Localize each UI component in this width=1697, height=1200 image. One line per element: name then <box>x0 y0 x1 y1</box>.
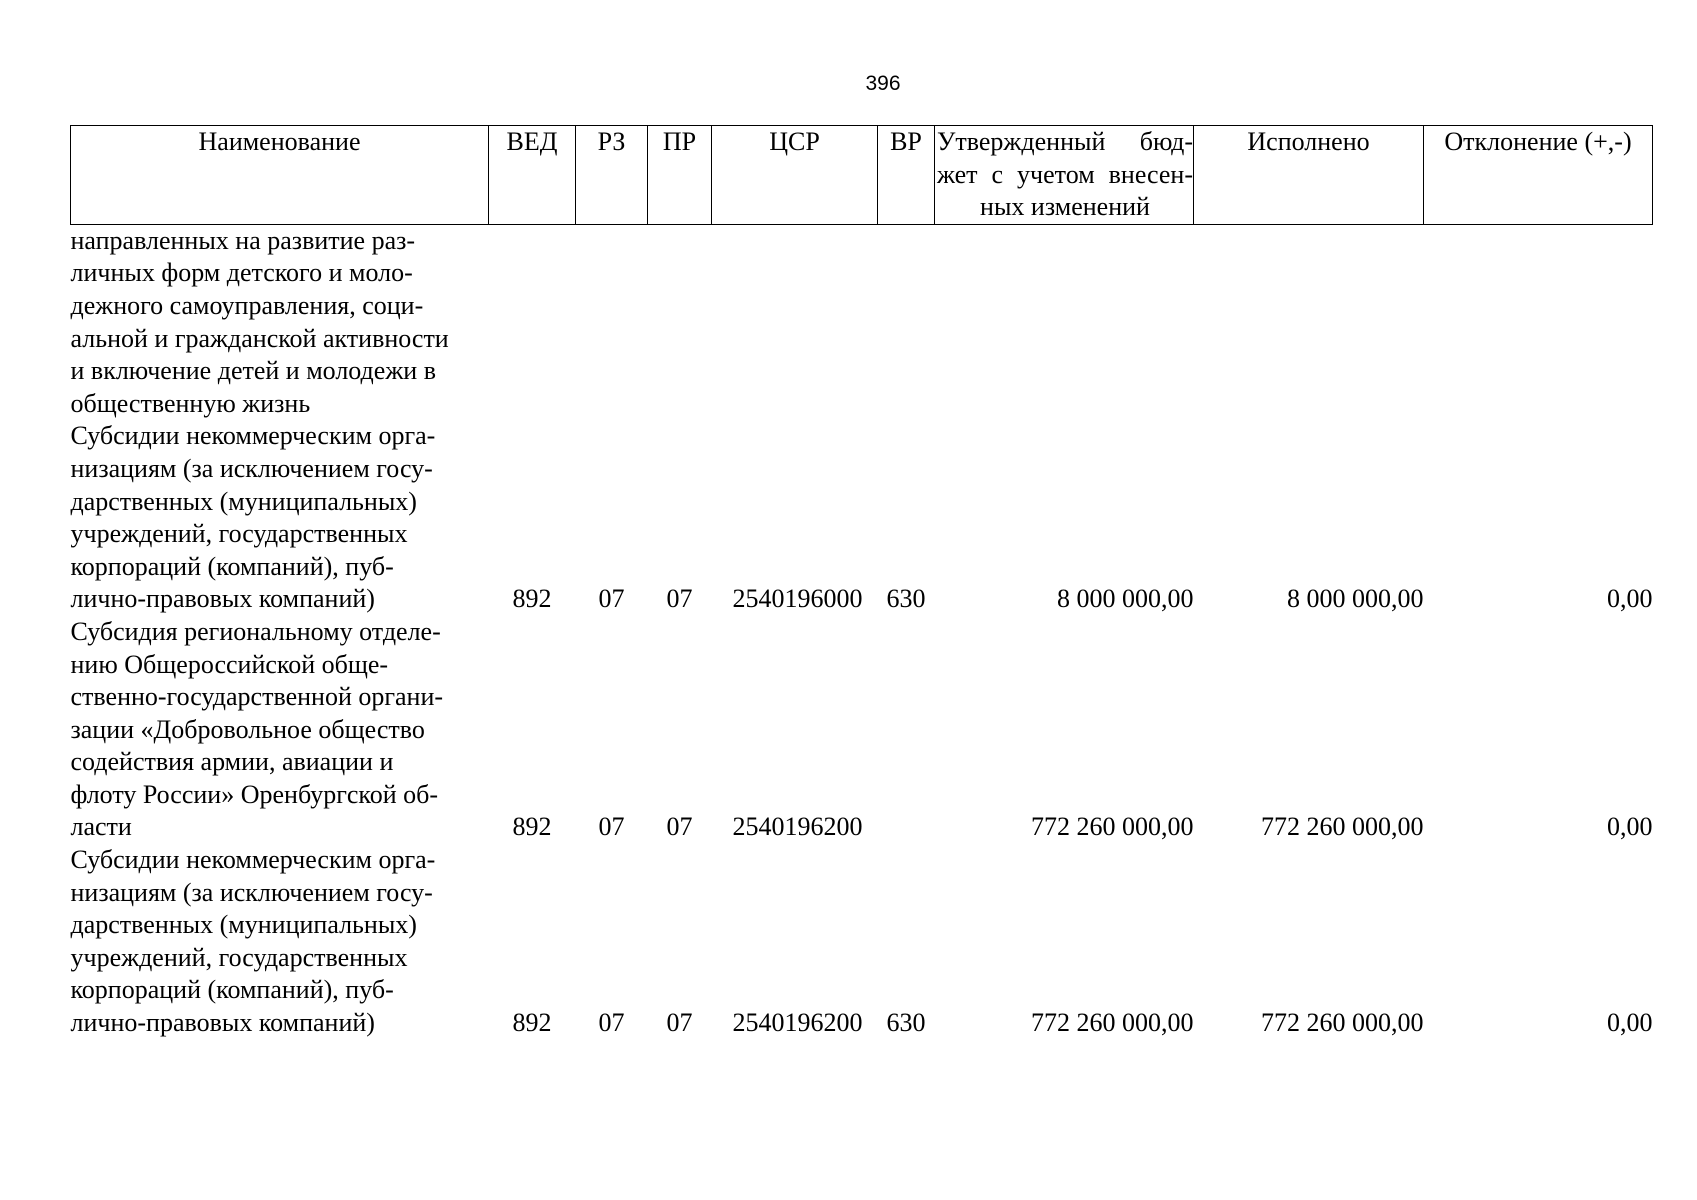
cell-pr: 07 <box>666 812 693 842</box>
cell-name <box>71 844 489 1040</box>
cell-approved <box>935 224 1194 420</box>
cell-name-line: дарственных (муниципальных) <box>70 910 417 940</box>
cell-csr <box>712 224 878 420</box>
cell-rz <box>576 224 648 420</box>
cell-name-line: лично-правовых компаний) <box>70 1008 375 1038</box>
cell-name-line: корпораций (компаний), пуб- <box>70 975 394 1005</box>
cell-ved: 892 <box>512 1008 552 1038</box>
cell-vr <box>878 616 935 844</box>
header-row <box>71 126 1653 225</box>
table-header <box>71 126 1653 225</box>
cell-name-line: личных форм детского и моло- <box>70 258 413 288</box>
header-vr: ВР <box>878 126 935 225</box>
cell-pr <box>648 224 712 420</box>
header-pr: ПР <box>648 126 712 225</box>
cell-ved <box>489 224 576 420</box>
cell-name-line: Субсидии некоммерческим орга- <box>70 845 436 875</box>
cell-name-line: дарственных (муниципальных) <box>70 486 417 516</box>
cell-csr: 2540196200 <box>732 812 863 842</box>
cell-vr: 630 <box>886 1008 926 1038</box>
cell-deviation <box>1424 224 1653 420</box>
cell-name <box>71 420 489 616</box>
cell-deviation: 0,00 <box>1607 1008 1653 1038</box>
cell-name-line: учреждений, государственных <box>70 942 408 972</box>
cell-pr: 07 <box>666 1008 693 1038</box>
cell-executed: 8 000 000,00 <box>1287 584 1424 614</box>
table-row <box>71 616 1653 844</box>
cell-name-line: низациям (за исключением госу- <box>70 453 433 483</box>
header-executed: Исполнено <box>1194 126 1424 225</box>
cell-name-line: корпораций (компаний), пуб- <box>70 551 394 581</box>
header-rz: РЗ <box>576 126 648 225</box>
cell-executed: 772 260 000,00 <box>1261 1008 1424 1038</box>
cell-approved: 8 000 000,00 <box>1057 584 1194 614</box>
cell-name-line: ласти <box>70 812 132 842</box>
cell-name-line: содействия армии, авиации и <box>70 747 394 777</box>
cell-name-line: альной и гражданской активности <box>70 323 449 353</box>
cell-name-line: дежного самоуправления, соци- <box>70 290 424 320</box>
header-approved-line: ных изменений <box>980 192 1150 222</box>
header-deviation: Отклонение (+,-) <box>1424 126 1653 225</box>
cell-executed: 772 260 000,00 <box>1261 812 1424 842</box>
header-ved: ВЕД <box>489 126 576 225</box>
cell-executed <box>1194 224 1424 420</box>
cell-name-line: учреждений, государственных <box>70 519 408 549</box>
cell-csr: 2540196200 <box>732 1008 863 1038</box>
table-row <box>71 420 1653 616</box>
cell-ved: 892 <box>512 812 552 842</box>
cell-name-line: и включение детей и молодежи в <box>70 356 436 386</box>
cell-name-line: лично-правовых компаний) <box>70 584 375 614</box>
cell-deviation: 0,00 <box>1607 812 1653 842</box>
page-number: 396 <box>865 72 901 95</box>
cell-name-line: Субсидии некоммерческим орга- <box>70 421 436 451</box>
cell-name-line: Субсидия региональному отделе- <box>70 616 441 646</box>
cell-approved: 772 260 000,00 <box>1031 1008 1194 1038</box>
header-approved-line: жет с учетом внесен- <box>937 159 1193 189</box>
cell-name-line: зации «Добровольное общество <box>70 714 425 744</box>
cell-name <box>71 224 489 420</box>
header-approved-line: Утвержденный бюд- <box>937 127 1193 156</box>
cell-name-line: ственно-государственной органи- <box>70 682 444 712</box>
cell-rz: 07 <box>598 584 625 614</box>
cell-rz: 07 <box>598 812 625 842</box>
cell-name-line: общественную жизнь <box>70 388 311 418</box>
cell-csr: 2540196000 <box>732 584 863 614</box>
header-approved-budget <box>935 126 1194 225</box>
cell-name-line: направленных на развитие раз- <box>70 225 416 255</box>
cell-ved: 892 <box>512 584 552 614</box>
header-name: Наименование <box>71 126 489 225</box>
cell-name-line: флоту России» Оренбургской об- <box>70 779 439 809</box>
cell-deviation: 0,00 <box>1607 584 1653 614</box>
cell-vr <box>878 224 935 420</box>
cell-vr: 630 <box>886 584 926 614</box>
header-csr: ЦСР <box>712 126 878 225</box>
cell-approved: 772 260 000,00 <box>1031 812 1194 842</box>
table-body <box>71 224 1653 1039</box>
table-row <box>71 844 1653 1040</box>
cell-pr: 07 <box>666 584 693 614</box>
cell-rz: 07 <box>598 1008 625 1038</box>
table-row <box>71 224 1653 420</box>
cell-name <box>71 616 489 844</box>
cell-name-line: низациям (за исключением госу- <box>70 877 433 907</box>
budget-execution-table <box>70 125 1653 1040</box>
cell-name-line: нию Общероссийской обще- <box>70 649 389 679</box>
